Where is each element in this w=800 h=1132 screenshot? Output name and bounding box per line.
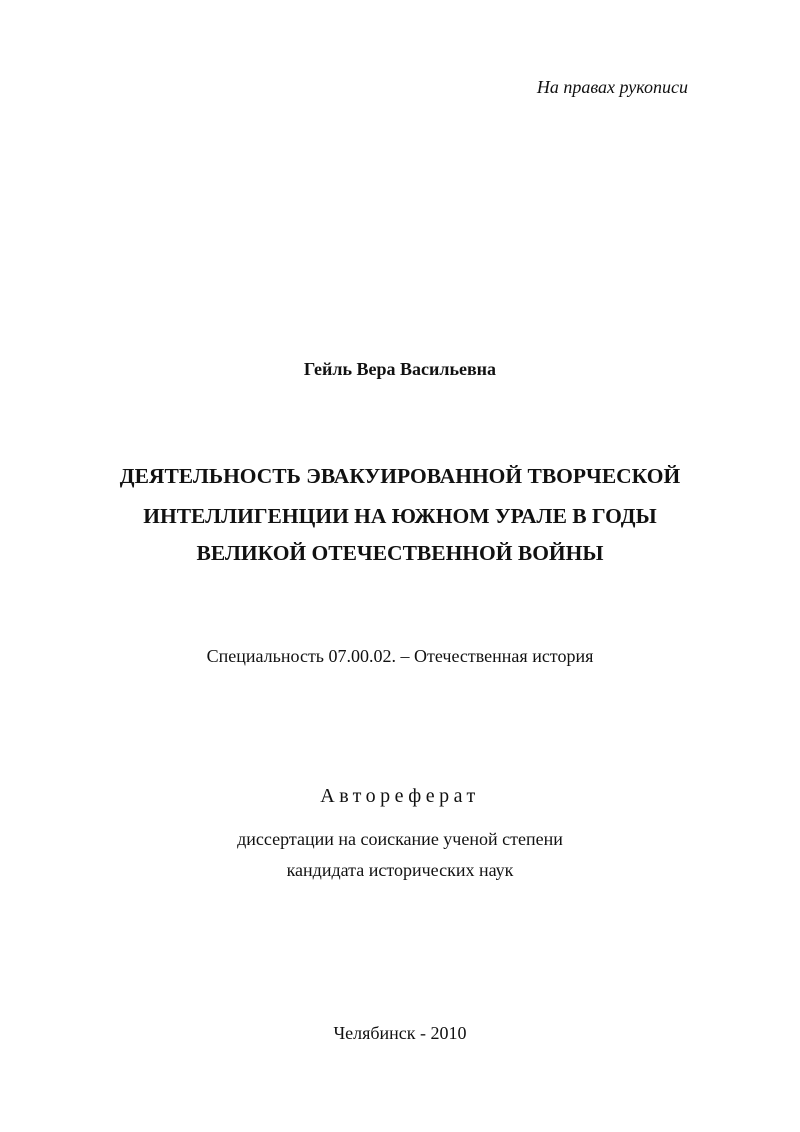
city-year: Челябинск - 2010	[333, 1023, 467, 1043]
author-name: Гейль Вера Васильевна	[303, 359, 497, 379]
title-line-3: ВЕЛИКОЙ ОТЕЧЕСТВЕННОЙ ВОЙНЫ	[196, 541, 604, 565]
title-line-2: ИНТЕЛЛИГЕНЦИИ НА ЮЖНОМ УРАЛЕ В ГОДЫ	[143, 504, 657, 528]
degree-line-2: кандидата исторических наук	[286, 860, 514, 880]
manuscript-note: На правах рукописи	[536, 77, 688, 97]
degree-line-1: диссертации на соискание ученой степени	[237, 829, 563, 849]
title-line-1: ДЕЯТЕЛЬНОСТЬ ЭВАКУИРОВАННОЙ ТВОРЧЕСКОЙ	[119, 464, 681, 488]
abstract-label: Автореферат	[320, 785, 480, 807]
specialty: Специальность 07.00.02. – Отечественная история	[206, 646, 594, 666]
